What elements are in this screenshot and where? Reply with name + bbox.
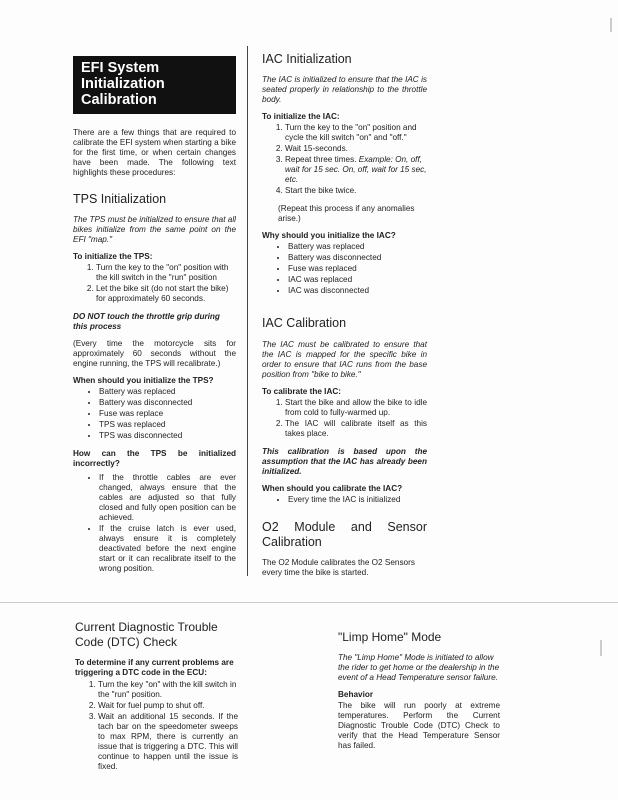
limp-italic: The "Limp Home" Mode is initiated to allow the rider to get home or the dealership in the event of a Head Temperature sensor failure. — [338, 652, 500, 682]
tps-heading: TPS Initialization — [73, 191, 167, 206]
iac-cal-when-title: When should you calibrate the IAC? — [262, 483, 403, 493]
limp-heading: "Limp Home" Mode — [338, 630, 442, 644]
iac-cal-steps — [262, 398, 427, 439]
list-item: 4. Start the bike twice. — [285, 186, 427, 196]
list-item: • Battery was disconnected — [99, 398, 236, 408]
iac-why-title: Why should you initialize the IAC? — [262, 231, 396, 241]
list-item: 3. Wait an additional 15 seconds. If the tach bar on the speedometer sweeps to max RPM, there is currently an issue that is triggering a DTC. This will continue to happen until the issue is fixed. — [98, 712, 238, 772]
list-item: • IAC was disconnected — [288, 286, 427, 296]
iac-init-steps — [262, 123, 427, 196]
iac-cal-steps-title: To calibrate the IAC: — [262, 386, 342, 396]
list-item: • Every time the IAC is initialized — [288, 495, 427, 505]
scan-mark — [600, 640, 602, 656]
list-item: • Battery was replaced — [288, 242, 427, 252]
iac-cal-warning: This calibration is based upon the assumption that the IAC has already been initialized. — [262, 446, 427, 476]
list-item: • Battery was disconnected — [288, 253, 427, 263]
iac-cal-when-list — [262, 495, 427, 505]
limp-behavior-text: The bike will run poorly at extreme temperatures. Perform the Current Diagnostic Trouble Code (DTC) Check to verify that the Head Temperature Sensor has failed. — [338, 700, 500, 750]
dtc-heading: Current Diagnostic Trouble Code (DTC) Check — [75, 620, 218, 649]
list-item: 3. Repeat three times. Example: On, off, wait for 15 sec. On, off, wait for 15 sec, etc. — [285, 155, 427, 185]
limp-behavior-title: Behavior — [338, 689, 374, 699]
list-item: 1. Start the bike and allow the bike to idle from cold to fully-warmed up. — [285, 398, 427, 418]
tps-note: (Every time the motorcycle sits for approximately 60 seconds without the engine running, the TPS will recalibrate.) — [73, 338, 236, 368]
list-item: • If the throttle cables are ever changed, always ensure that the cables are adjusted so that fully closed and fully open position can be achieved. — [99, 473, 236, 523]
iac-init-steps-title: To initialize the IAC: — [262, 112, 340, 122]
tps-when-list — [73, 387, 236, 441]
iac-init-note: (Repeat this process if any anomalies arise.) — [278, 204, 415, 224]
list-item: 1. Turn the key to the "on" position and cycle the kill switch "on" and "off." — [285, 123, 427, 143]
tps-steps — [73, 263, 236, 304]
tps-steps-title: To initialize the TPS: — [73, 251, 153, 261]
list-item: • TPS was disconnected — [99, 431, 236, 441]
list-item: 1. Turn the key to the "on" position with the kill switch in the "run" position — [96, 263, 236, 283]
list-item: 2. Wait 15-seconds. — [285, 144, 427, 154]
left-column — [73, 56, 236, 582]
limp-home-section — [338, 630, 500, 758]
dtc-section — [75, 620, 238, 780]
dtc-steps — [75, 680, 238, 772]
list-item: 2. Let the bike sit (do not start the bike) for approximately 60 seconds. — [96, 284, 236, 304]
tps-warning: DO NOT touch the throttle grip during this process — [73, 311, 220, 331]
scan-mark — [610, 18, 612, 32]
column-divider — [247, 46, 248, 576]
list-item: • If the cruise latch is ever used, always ensure it is completely deactivated before the next engine start or it can recalibrate itself to the wrong position. — [99, 524, 236, 574]
iac-why-list — [262, 242, 427, 296]
list-item: • Fuse was replace — [99, 409, 236, 419]
tps-italic: The TPS must be initialized to ensure that all bikes initialize from the same point on the EFI "map." — [73, 214, 236, 244]
doc-title: EFI System Initialization Calibration — [73, 56, 236, 114]
page-fold-line — [0, 602, 618, 603]
list-item: • Fuse was replaced — [288, 264, 427, 274]
list-item: • Battery was replaced — [99, 387, 236, 397]
tps-when-title: When should you initialize the TPS? — [73, 375, 214, 385]
list-item: • TPS was replaced — [99, 420, 236, 430]
tps-how-list — [73, 473, 236, 574]
list-item: 2. The IAC will calibrate itself as this takes place. — [285, 419, 427, 439]
list-item: 2. Wait for fuel pump to shut off. — [98, 701, 238, 711]
intro-text: There are a few things that are required to calibrate the EFI system when starting a bike for the first time, or when certain changes have been made. The following text highlights these procedures: — [73, 127, 236, 177]
o2-text: The O2 Module calibrates the O2 Sensors every time the bike is started. — [262, 558, 415, 577]
o2-heading: O2 Module and Sensor Calibration — [262, 519, 427, 549]
iac-init-heading: IAC Initialization — [262, 52, 352, 66]
tps-how-title: How can the TPS be initialized incorrectly? — [73, 448, 236, 468]
list-item: • IAC was replaced — [288, 275, 427, 285]
iac-cal-heading: IAC Calibration — [262, 316, 347, 331]
iac-cal-italic: The IAC must be calibrated to ensure that the IAC is mapped for the specific bike in order to ensure that IAC runs from the base position from "bike to bike." — [262, 339, 427, 379]
list-item: 1. Turn the key "on" with the kill switch in the "run" position. — [98, 680, 238, 700]
iac-init-italic: The IAC is initialized to ensure that the IAC is seated properly in relationship to the throttle body. — [262, 75, 427, 105]
dtc-steps-title: To determine if any current problems are triggering a DTC code in the ECU: — [75, 658, 234, 678]
right-column — [262, 52, 427, 585]
